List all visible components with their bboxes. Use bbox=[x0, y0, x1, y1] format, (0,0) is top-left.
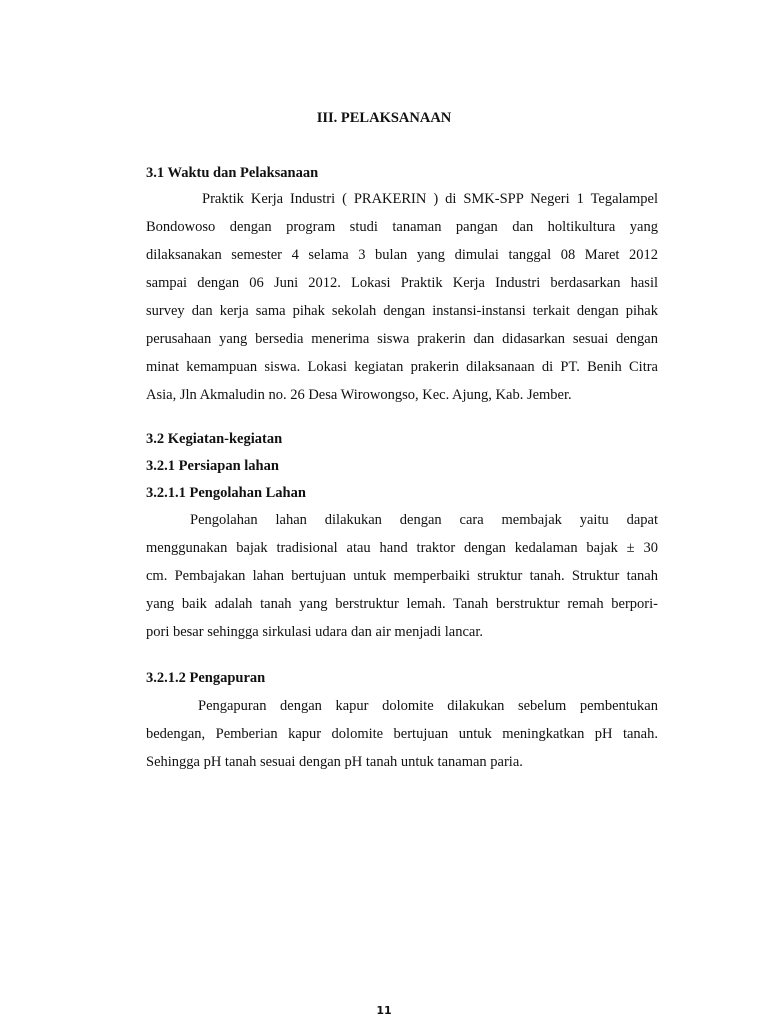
section-heading-3-2-1-2: 3.2.1.2 Pengapuran bbox=[146, 670, 266, 686]
section-heading-3-2-1-1: 3.2.1.1 Pengolahan Lahan bbox=[146, 485, 306, 501]
paragraph-line: yang baik adalah tanah yang berstruktur lemah. Tanah berstruktur remah berpori- bbox=[146, 596, 658, 612]
section-heading-3-2-1: 3.2.1 Persiapan lahan bbox=[146, 458, 279, 474]
page-number: 11 bbox=[376, 1004, 392, 1017]
paragraph-line: Asia, Jln Akmaludin no. 26 Desa Wirowongso, Kec. Ajung, Kab. Jember. bbox=[146, 387, 572, 403]
chapter-title: III. PELAKSANAAN bbox=[316, 110, 452, 126]
paragraph-line: Bondowoso dengan program studi tanaman pangan dan holtikultura yang bbox=[146, 219, 658, 235]
paragraph-line: cm. Pembajakan lahan bertujuan untuk memperbaiki struktur tanah. Struktur tanah bbox=[146, 568, 658, 584]
paragraph-line: menggunakan bajak tradisional atau hand traktor dengan kedalaman bajak ± 30 bbox=[146, 540, 658, 556]
paragraph-pengapuran bbox=[146, 692, 658, 776]
paragraph-line: pori besar sehingga sirkulasi udara dan air menjadi lancar. bbox=[146, 624, 484, 640]
paragraph-waktu-pelaksanaan bbox=[146, 185, 658, 409]
paragraph-line: bedengan, Pemberian kapur dolomite bertujuan untuk meningkatkan pH tanah. bbox=[146, 726, 658, 742]
paragraph-line: Praktik Kerja Industri ( PRAKERIN ) di SMK-SPP Negeri 1 Tegalampel bbox=[202, 191, 658, 207]
paragraph-line: dilaksanakan semester 4 selama 3 bulan yang dimulai tanggal 08 Maret 2012 bbox=[146, 247, 658, 263]
paragraph-line: perusahaan yang bersedia menerima siswa prakerin dan didasarkan sesuai dengan bbox=[146, 331, 658, 347]
paragraph-line: sampai dengan 06 Juni 2012. Lokasi Praktik Kerja Industri berdasarkan hasil bbox=[146, 275, 658, 291]
paragraph-line: Pengolahan lahan dilakukan dengan cara membajak yaitu dapat bbox=[190, 512, 658, 528]
section-heading-3-1: 3.1 Waktu dan Pelaksanaan bbox=[146, 165, 319, 181]
paragraph-line: Pengapuran dengan kapur dolomite dilakukan sebelum pembentukan bbox=[198, 698, 658, 714]
paragraph-line: survey dan kerja sama pihak sekolah dengan instansi-instansi terkait dengan pihak bbox=[146, 303, 658, 319]
section-heading-3-2: 3.2 Kegiatan-kegiatan bbox=[146, 431, 283, 447]
paragraph-line: minat kemampuan siswa. Lokasi kegiatan prakerin dilaksanaan di PT. Benih Citra bbox=[146, 359, 658, 375]
paragraph-line: Sehingga pH tanah sesuai dengan pH tanah untuk tanaman paria. bbox=[146, 754, 523, 770]
paragraph-pengolahan-lahan bbox=[146, 506, 658, 646]
